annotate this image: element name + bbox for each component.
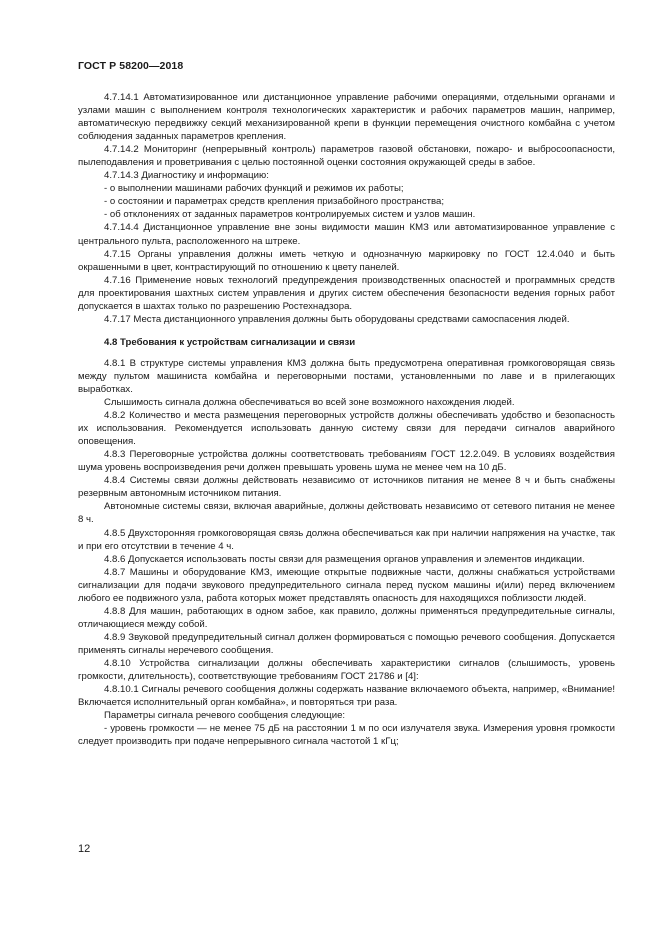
- paragraph: 4.8.10.1 Сигналы речевого сообщения должны содержать название включаемого объекта, например, «Внимание! Включается исполнительный орган комбайна», и повторяться три раза.: [78, 684, 615, 709]
- paragraph: Слышимость сигнала должна обеспечиваться во всей зоне возможного нахождения людей.: [104, 397, 515, 409]
- paragraph: 4.7.17 Места дистанционного управления должны быть оборудованы средствами самоспасения людей.: [104, 313, 570, 325]
- list-item: - уровень громкости — не менее 75 дБ на расстоянии 1 м по оси излучателя звука. Измерения уровня громкости следует производить при подаче непрерывного сигнала частотой 1 кГц;: [78, 723, 615, 748]
- page-number: 12: [78, 843, 91, 855]
- paragraph: 4.8.4 Системы связи должны действовать независимо от источников питания не менее 8 ч и быть снабжены резервным автономным источником питания.: [78, 475, 615, 500]
- paragraph: 4.8.6 Допускается использовать посты связи для размещения органов управления и элементов индикации.: [104, 553, 585, 565]
- paragraph: 4.8.2 Количество и места размещения переговорных устройств должны обеспечивать удобство и безопасность их использования. Рекомендуется использовать данную систему связи для передачи сигналов аварийного оповещения.: [78, 410, 615, 448]
- paragraph: 4.8.1 В структуре системы управления КМЗ должна быть предусмотрена оперативная громкоговорящая связь между пультом машиниста комбайна и переговорными постами, установленными по лаве и в прилегающих выработках.: [78, 357, 615, 395]
- paragraph: 4.7.14.2 Мониторинг (непрерывный контроль) параметров газовой обстановки, пожаро- и выбросоопасности, пылеподавления и проветривания с целью постоянной оценки состояния окружающей среды в забое.: [78, 144, 615, 169]
- list-item: - об отклонениях от заданных параметров контролируемых систем и узлов машин.: [104, 209, 476, 221]
- paragraph: Автономные системы связи, включая аварийные, должны действовать независимо от сетевого питания не менее 8 ч.: [78, 501, 615, 526]
- paragraph: Параметры сигнала речевого сообщения следующие:: [104, 710, 346, 722]
- paragraph: 4.7.16 Применение новых технологий предупреждения производственных опасностей и программных средств для проектирования шахтных систем управления и других систем обеспечения безопасности ведения горных работ допускается в шахтах только по разрешению Ростехнадзора.: [78, 274, 615, 312]
- paragraph: 4.8.3 Переговорные устройства должны соответствовать требованиям ГОСТ 12.2.049. В условиях воздействия шума уровень воспроизведения речи должен превышать уровень шума не менее чем на 10 дБ.: [78, 449, 615, 474]
- list-item: - о состоянии и параметрах средств крепления призабойного пространства;: [104, 196, 445, 208]
- paragraph: 4.8.10 Устройства сигнализации должны обеспечивать характеристики сигналов (слышимость, уровень громкости, длительность), соответствующие требованиям ГОСТ 21786 и [4]:: [78, 657, 615, 683]
- paragraph: 4.7.14.4 Дистанционное управление вне зоны видимости машин КМЗ или автоматизированное управление с центрального пульта, расположенного на штреке.: [78, 222, 615, 247]
- paragraph: 4.8.5 Двухсторонняя громкоговорящая связь должна обеспечиваться как при наличии напряжения на участке, так и при его отсутствии в течение 4 ч.: [78, 527, 615, 552]
- list-item: - о выполнении машинами рабочих функций и режимов их работы;: [104, 183, 404, 195]
- section-heading: 4.8 Требования к устройствам сигнализации и связи: [104, 336, 356, 348]
- paragraph: 4.8.7 Машины и оборудование КМЗ, имеющие открытые подвижные части, должны снабжаться устройствами сигнализации для подачи звукового предупредительного сигнала перед пуском машины и(или) перед включением любого ее подвижного узла, работа которых может представлять опасность для находящихся поблизости людей.: [78, 566, 615, 604]
- paragraph: 4.7.14.3 Диагностику и информацию:: [104, 170, 269, 182]
- paragraph: 4.7.15 Органы управления должны иметь четкую и однозначную маркировку по ГОСТ 12.4.040 и быть окрашенными в цвет, контрастирующий по отношению к цвету панелей.: [78, 248, 615, 273]
- page-header: ГОСТ Р 58200—2018: [78, 60, 184, 72]
- paragraph: 4.8.9 Звуковой предупредительный сигнал должен формироваться с помощью речевого сообщения. Допускается применять сигналы неречевого сообщения.: [78, 631, 615, 656]
- paragraph: 4.7.14.1 Автоматизированное или дистанционное управление рабочими операциями, отдельными органами и узлами машин с выполнением контроля технологических характеристик и рабочих параметров машин, например, автоматическую передвижку секций механизированной крепи в функции перемещения очистного комбайна с учетом соблюдения заданных параметров крепления.: [78, 92, 615, 143]
- paragraph: 4.8.8 Для машин, работающих в одном забое, как правило, должны применяться предупредительные сигналы, отличающиеся между собой.: [78, 605, 615, 630]
- document-body: [78, 91, 615, 748]
